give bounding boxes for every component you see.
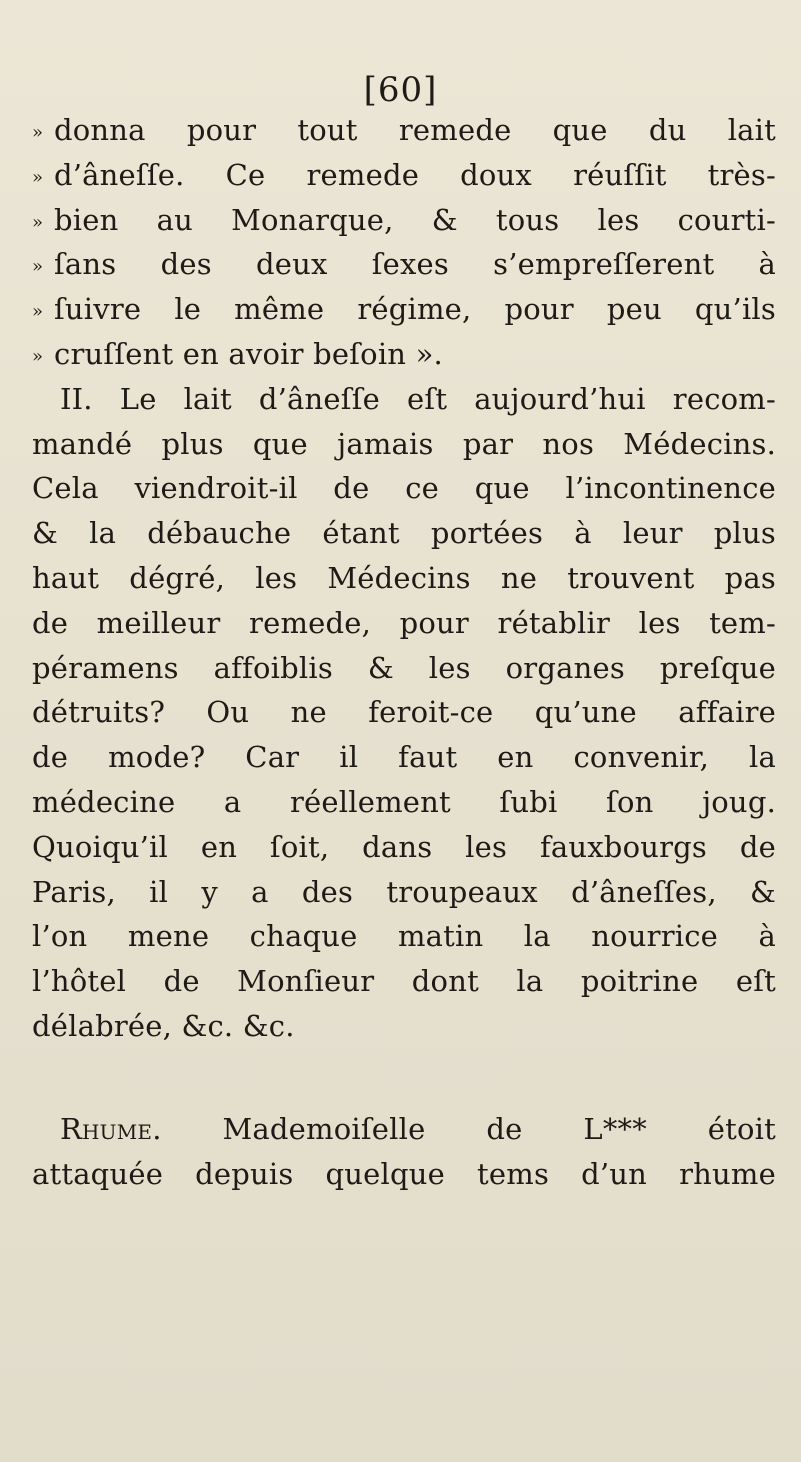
section-heading: Rhume. <box>60 1111 162 1146</box>
text-line: l’hôtel de Monſieur dont la poitrine eſt <box>32 964 776 999</box>
quote-mark: » <box>32 166 44 188</box>
text-line: de meilleur remede, pour rétablir les tem- <box>32 605 776 640</box>
quote-mark: » <box>32 211 44 233</box>
quote-mark: » <box>32 256 44 278</box>
text-line: de mode? Car il faut en convenir, la <box>32 740 776 775</box>
section-first-line: Mademoiſelle de L*** étoit <box>222 1111 777 1146</box>
text-line: » cruſſent en avoir beſoin ». <box>32 332 776 377</box>
body-text <box>32 108 776 1196</box>
quote-mark: » <box>32 301 44 323</box>
text-line: péramens affoiblis & les organes preſque <box>32 650 776 685</box>
text-line: » donna pour tout remede que du lait <box>32 108 776 153</box>
text-line: l’on mene chaque matin la nourrice à <box>32 919 776 954</box>
text-line: » bien au Monarque, & tous les courti- <box>32 198 776 243</box>
text-line: » d’âneſſe. Ce remede doux réuſſit très- <box>32 153 776 198</box>
text-line: haut dégré, les Médecins ne trouvent pas <box>32 560 776 595</box>
text-line: » ſuivre le même régime, pour peu qu’ils <box>32 287 776 332</box>
paragraph-start-line: II. Le lait d’âneſſe eſt aujourd’hui recom- <box>60 381 776 416</box>
text-line: Paris, il y a des troupeaux d’âneſſes, & <box>32 874 776 909</box>
quote-mark: » <box>32 345 44 367</box>
text-line: » ſans des deux ſexes s’empreſſerent à <box>32 242 776 287</box>
section-start-line <box>32 1107 776 1152</box>
page-number: [60] <box>363 70 438 110</box>
text-line: délabrée, &c. &c. <box>32 1008 295 1043</box>
text-line: attaquée depuis quelque tems d’un rhume <box>32 1156 776 1191</box>
text-line: médecine a réellement ſubi ſon joug. <box>32 784 776 819</box>
text-line: Quoiqu’il en ſoit, dans les fauxbourgs de <box>32 829 776 864</box>
text-line: détruits? Ou ne feroit-ce qu’une affaire <box>32 695 776 730</box>
text-line: & la débauche étant portées à leur plus <box>32 516 776 551</box>
quote-mark: » <box>32 122 44 143</box>
text-line: Cela viendroit-il de ce que l’incontinence <box>32 471 776 506</box>
text-line: mandé plus que jamais par nos Médecins. <box>32 426 776 461</box>
